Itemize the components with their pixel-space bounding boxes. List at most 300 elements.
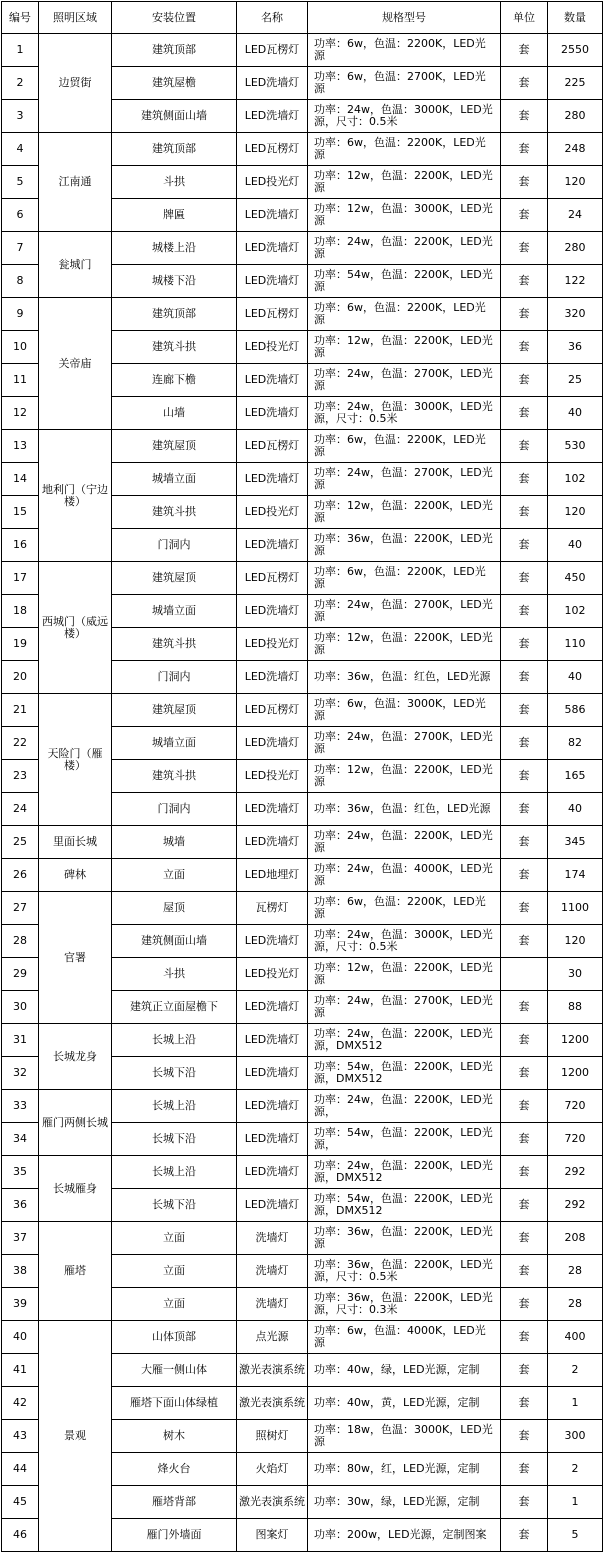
unit-cell: 套 bbox=[501, 727, 548, 760]
spec-cell: 功率：80w，红，LED光源，定制 bbox=[308, 1453, 501, 1486]
header-spec: 规格型号 bbox=[308, 2, 501, 34]
item-name: 火焰灯 bbox=[237, 1453, 308, 1486]
unit-cell: 套 bbox=[501, 1123, 548, 1156]
quantity-cell: 102 bbox=[548, 595, 603, 628]
row-number: 1 bbox=[2, 34, 39, 67]
row-number: 27 bbox=[2, 892, 39, 925]
row-number: 15 bbox=[2, 496, 39, 529]
spec-cell: 功率：6w，色温：2200K，LED光源 bbox=[308, 298, 501, 331]
area-cell: 雁塔 bbox=[39, 1222, 112, 1321]
item-name: LED投光灯 bbox=[237, 331, 308, 364]
unit-cell: 套 bbox=[501, 1420, 548, 1453]
install-location: 长城下沿 bbox=[112, 1189, 237, 1222]
install-location: 门洞内 bbox=[112, 793, 237, 826]
row-number: 41 bbox=[2, 1354, 39, 1387]
spec-cell: 功率：6w，色温：4000K，LED光源 bbox=[308, 1321, 501, 1354]
install-location: 长城上沿 bbox=[112, 1090, 237, 1123]
install-location: 建筑顶部 bbox=[112, 133, 237, 166]
table-row bbox=[2, 133, 603, 166]
table-row bbox=[2, 562, 603, 595]
spec-cell: 功率：12w，色温：3000K，LED光源 bbox=[308, 199, 501, 232]
spec-cell: 功率：24w，色温：2200K，LED光源，DMX512 bbox=[308, 1024, 501, 1057]
install-location: 山墙 bbox=[112, 397, 237, 430]
install-location: 山体顶部 bbox=[112, 1321, 237, 1354]
quantity-cell: 40 bbox=[548, 793, 603, 826]
unit-cell: 套 bbox=[501, 1321, 548, 1354]
spec-cell: 功率：6w，色温：2200K，LED光源 bbox=[308, 892, 501, 925]
spec-cell: 功率：12w，色温：2200K，LED光源 bbox=[308, 628, 501, 661]
unit-cell: 套 bbox=[501, 892, 548, 925]
unit-cell: 套 bbox=[501, 859, 548, 892]
table-row bbox=[2, 1090, 603, 1123]
table-header-row bbox=[2, 2, 603, 34]
unit-cell: 套 bbox=[501, 628, 548, 661]
area-cell: 西城门（威远楼） bbox=[39, 562, 112, 694]
spec-cell: 功率：24w，色温：2700K，LED光源 bbox=[308, 463, 501, 496]
row-number: 44 bbox=[2, 1453, 39, 1486]
item-name: LED洗墙灯 bbox=[237, 727, 308, 760]
row-number: 40 bbox=[2, 1321, 39, 1354]
table-row bbox=[2, 859, 603, 892]
area-cell: 天险门（雁楼） bbox=[39, 694, 112, 826]
spec-cell: 功率：36w，色温：红色，LED光源 bbox=[308, 661, 501, 694]
quantity-cell: 165 bbox=[548, 760, 603, 793]
row-number: 39 bbox=[2, 1288, 39, 1321]
row-number: 29 bbox=[2, 958, 39, 991]
spec-cell: 功率：200w，LED光源，定制图案 bbox=[308, 1519, 501, 1552]
spec-cell: 功率：24w，色温：3000K，LED光源，尺寸：0.5米 bbox=[308, 100, 501, 133]
spec-cell: 功率：54w，色温：2200K，LED光源， bbox=[308, 1123, 501, 1156]
install-location: 雁门外墙面 bbox=[112, 1519, 237, 1552]
row-number: 19 bbox=[2, 628, 39, 661]
row-number: 11 bbox=[2, 364, 39, 397]
row-number: 20 bbox=[2, 661, 39, 694]
item-name: LED洗墙灯 bbox=[237, 265, 308, 298]
quantity-cell: 120 bbox=[548, 166, 603, 199]
item-name: LED瓦楞灯 bbox=[237, 34, 308, 67]
header-item-name: 名称 bbox=[237, 2, 308, 34]
quantity-cell: 720 bbox=[548, 1090, 603, 1123]
install-location: 建筑侧面山墙 bbox=[112, 100, 237, 133]
spec-cell: 功率：24w，色温：2700K，LED光源 bbox=[308, 727, 501, 760]
row-number: 45 bbox=[2, 1486, 39, 1519]
row-number: 28 bbox=[2, 925, 39, 958]
install-location: 雁塔背部 bbox=[112, 1486, 237, 1519]
table-row bbox=[2, 694, 603, 727]
quantity-cell: 88 bbox=[548, 991, 603, 1024]
item-name: LED洗墙灯 bbox=[237, 199, 308, 232]
spec-cell: 功率：6w，色温：2200K，LED光源 bbox=[308, 133, 501, 166]
row-number: 17 bbox=[2, 562, 39, 595]
install-location: 门洞内 bbox=[112, 529, 237, 562]
area-cell: 景观 bbox=[39, 1321, 112, 1552]
install-location: 建筑正立面屋檐下 bbox=[112, 991, 237, 1024]
unit-cell: 套 bbox=[501, 793, 548, 826]
quantity-cell: 248 bbox=[548, 133, 603, 166]
item-name: LED洗墙灯 bbox=[237, 1024, 308, 1057]
spec-cell: 功率：24w，色温：2200K，LED光源 bbox=[308, 232, 501, 265]
spec-cell: 功率：6w，色温：3000K，LED光源 bbox=[308, 694, 501, 727]
row-number: 2 bbox=[2, 67, 39, 100]
unit-cell: 套 bbox=[501, 364, 548, 397]
area-cell: 里面长城 bbox=[39, 826, 112, 859]
item-name: LED地埋灯 bbox=[237, 859, 308, 892]
quantity-cell: 24 bbox=[548, 199, 603, 232]
install-location: 烽火台 bbox=[112, 1453, 237, 1486]
row-number: 4 bbox=[2, 133, 39, 166]
unit-cell: 套 bbox=[501, 265, 548, 298]
spec-cell: 功率：12w，色温：2200K，LED光源 bbox=[308, 166, 501, 199]
row-number: 5 bbox=[2, 166, 39, 199]
quantity-cell: 40 bbox=[548, 529, 603, 562]
spec-cell: 功率：54w，色温：2200K，LED光源 bbox=[308, 265, 501, 298]
table-row bbox=[2, 1222, 603, 1255]
row-number: 24 bbox=[2, 793, 39, 826]
header-quantity: 数量 bbox=[548, 2, 603, 34]
quantity-cell: 28 bbox=[548, 1255, 603, 1288]
spec-cell: 功率：24w，色温：2700K，LED光源 bbox=[308, 364, 501, 397]
item-name: LED投光灯 bbox=[237, 166, 308, 199]
item-name: 洗墙灯 bbox=[237, 1255, 308, 1288]
item-name: LED洗墙灯 bbox=[237, 397, 308, 430]
spec-cell: 功率：12w，色温：2200K，LED光源 bbox=[308, 760, 501, 793]
install-location: 建筑斗拱 bbox=[112, 496, 237, 529]
quantity-cell: 280 bbox=[548, 232, 603, 265]
item-name: LED洗墙灯 bbox=[237, 1057, 308, 1090]
unit-cell: 套 bbox=[501, 232, 548, 265]
spec-cell: 功率：24w，色温：2200K，LED光源 bbox=[308, 826, 501, 859]
spec-cell: 功率：6w，色温：2200K，LED光源 bbox=[308, 34, 501, 67]
quantity-cell: 400 bbox=[548, 1321, 603, 1354]
install-location: 建筑斗拱 bbox=[112, 628, 237, 661]
item-name: 激光表演系统 bbox=[237, 1486, 308, 1519]
item-name: LED瓦楞灯 bbox=[237, 694, 308, 727]
spec-cell: 功率：24w，色温：2700K，LED光源 bbox=[308, 595, 501, 628]
row-number: 38 bbox=[2, 1255, 39, 1288]
unit-cell: 套 bbox=[501, 694, 548, 727]
row-number: 3 bbox=[2, 100, 39, 133]
spec-cell: 功率：12w，色温：2200K，LED光源 bbox=[308, 331, 501, 364]
install-location: 立面 bbox=[112, 1255, 237, 1288]
item-name: LED洗墙灯 bbox=[237, 991, 308, 1024]
install-location: 建筑屋顶 bbox=[112, 694, 237, 727]
row-number: 8 bbox=[2, 265, 39, 298]
item-name: LED洗墙灯 bbox=[237, 232, 308, 265]
spec-cell: 功率：6w，色温：2700K，LED光源 bbox=[308, 67, 501, 100]
unit-cell: 套 bbox=[501, 298, 548, 331]
area-cell: 长城龙身 bbox=[39, 1024, 112, 1090]
unit-cell bbox=[501, 958, 548, 991]
item-name: 点光源 bbox=[237, 1321, 308, 1354]
item-name: LED投光灯 bbox=[237, 628, 308, 661]
spec-cell: 功率：6w，色温：2200K，LED光源 bbox=[308, 430, 501, 463]
unit-cell: 套 bbox=[501, 331, 548, 364]
unit-cell: 套 bbox=[501, 760, 548, 793]
install-location: 立面 bbox=[112, 1222, 237, 1255]
unit-cell: 套 bbox=[501, 1222, 548, 1255]
install-location: 立面 bbox=[112, 1288, 237, 1321]
table-row bbox=[2, 826, 603, 859]
spec-cell: 功率：30w，绿，LED光源，定制 bbox=[308, 1486, 501, 1519]
row-number: 43 bbox=[2, 1420, 39, 1453]
unit-cell: 套 bbox=[501, 199, 548, 232]
item-name: LED洗墙灯 bbox=[237, 925, 308, 958]
unit-cell: 套 bbox=[501, 529, 548, 562]
row-number: 30 bbox=[2, 991, 39, 1024]
install-location: 建筑顶部 bbox=[112, 298, 237, 331]
quantity-cell: 25 bbox=[548, 364, 603, 397]
row-number: 36 bbox=[2, 1189, 39, 1222]
install-location: 斗拱 bbox=[112, 166, 237, 199]
quantity-cell: 30 bbox=[548, 958, 603, 991]
quantity-cell: 292 bbox=[548, 1189, 603, 1222]
row-number: 33 bbox=[2, 1090, 39, 1123]
unit-cell: 套 bbox=[501, 463, 548, 496]
unit-cell: 套 bbox=[501, 1387, 548, 1420]
spec-cell: 功率：40w，绿，LED光源，定制 bbox=[308, 1354, 501, 1387]
row-number: 25 bbox=[2, 826, 39, 859]
item-name: LED洗墙灯 bbox=[237, 661, 308, 694]
item-name: LED洗墙灯 bbox=[237, 100, 308, 133]
unit-cell: 套 bbox=[501, 1156, 548, 1189]
table-row bbox=[2, 1156, 603, 1189]
spec-cell: 功率：18w，色温：3000K，LED光源 bbox=[308, 1420, 501, 1453]
quantity-cell: 720 bbox=[548, 1123, 603, 1156]
quantity-cell: 280 bbox=[548, 100, 603, 133]
row-number: 13 bbox=[2, 430, 39, 463]
unit-cell: 套 bbox=[501, 991, 548, 1024]
install-location: 城墙 bbox=[112, 826, 237, 859]
item-name: 洗墙灯 bbox=[237, 1222, 308, 1255]
item-name: LED投光灯 bbox=[237, 958, 308, 991]
item-name: LED瓦楞灯 bbox=[237, 562, 308, 595]
spec-cell: 功率：40w，黄，LED光源，定制 bbox=[308, 1387, 501, 1420]
install-location: 建筑侧面山墙 bbox=[112, 925, 237, 958]
table-row bbox=[2, 34, 603, 67]
spec-cell: 功率：54w，色温：2200K，LED光源，DMX512 bbox=[308, 1057, 501, 1090]
install-location: 长城下沿 bbox=[112, 1057, 237, 1090]
unit-cell: 套 bbox=[501, 1453, 548, 1486]
install-location: 城墙立面 bbox=[112, 595, 237, 628]
item-name: LED洗墙灯 bbox=[237, 67, 308, 100]
install-location: 建筑斗拱 bbox=[112, 331, 237, 364]
row-number: 31 bbox=[2, 1024, 39, 1057]
install-location: 树木 bbox=[112, 1420, 237, 1453]
row-number: 7 bbox=[2, 232, 39, 265]
install-location: 建筑屋檐 bbox=[112, 67, 237, 100]
install-location: 长城下沿 bbox=[112, 1123, 237, 1156]
spec-cell: 功率：24w，色温：3000K，LED光源，尺寸：0.5米 bbox=[308, 397, 501, 430]
area-cell: 雁门两侧长城 bbox=[39, 1090, 112, 1156]
quantity-cell: 1100 bbox=[548, 892, 603, 925]
row-number: 23 bbox=[2, 760, 39, 793]
item-name: LED洗墙灯 bbox=[237, 463, 308, 496]
quantity-cell: 1200 bbox=[548, 1057, 603, 1090]
spec-cell: 功率：6w，色温：2200K，LED光源 bbox=[308, 562, 501, 595]
spec-cell: 功率：36w，色温：2200K，LED光源 bbox=[308, 1222, 501, 1255]
unit-cell: 套 bbox=[501, 133, 548, 166]
install-location: 长城上沿 bbox=[112, 1024, 237, 1057]
table-body bbox=[2, 34, 603, 1552]
item-name: 瓦楞灯 bbox=[237, 892, 308, 925]
lighting-equipment-table bbox=[1, 1, 603, 1552]
row-number: 18 bbox=[2, 595, 39, 628]
install-location: 屋顶 bbox=[112, 892, 237, 925]
item-name: 激光表演系统 bbox=[237, 1387, 308, 1420]
item-name: LED投光灯 bbox=[237, 760, 308, 793]
item-name: LED瓦楞灯 bbox=[237, 133, 308, 166]
table-row bbox=[2, 1321, 603, 1354]
area-cell: 碑林 bbox=[39, 859, 112, 892]
item-name: LED洗墙灯 bbox=[237, 1189, 308, 1222]
spec-cell: 功率：36w，色温：红色，LED光源 bbox=[308, 793, 501, 826]
install-location: 建筑屋顶 bbox=[112, 430, 237, 463]
item-name: LED洗墙灯 bbox=[237, 1156, 308, 1189]
unit-cell: 套 bbox=[501, 1189, 548, 1222]
row-number: 35 bbox=[2, 1156, 39, 1189]
quantity-cell: 345 bbox=[548, 826, 603, 859]
unit-cell: 套 bbox=[501, 1519, 548, 1552]
area-cell: 边贸街 bbox=[39, 34, 112, 133]
quantity-cell: 174 bbox=[548, 859, 603, 892]
spec-cell: 功率：12w，色温：2200K，LED光源 bbox=[308, 496, 501, 529]
quantity-cell: 40 bbox=[548, 397, 603, 430]
item-name: LED洗墙灯 bbox=[237, 595, 308, 628]
unit-cell: 套 bbox=[501, 925, 548, 958]
header-number: 编号 bbox=[2, 2, 39, 34]
row-number: 14 bbox=[2, 463, 39, 496]
row-number: 22 bbox=[2, 727, 39, 760]
quantity-cell: 320 bbox=[548, 298, 603, 331]
area-cell: 关帝庙 bbox=[39, 298, 112, 430]
unit-cell: 套 bbox=[501, 430, 548, 463]
quantity-cell: 586 bbox=[548, 694, 603, 727]
install-location: 建筑屋顶 bbox=[112, 562, 237, 595]
header-location: 安装位置 bbox=[112, 2, 237, 34]
quantity-cell: 208 bbox=[548, 1222, 603, 1255]
row-number: 9 bbox=[2, 298, 39, 331]
area-cell: 瓮城门 bbox=[39, 232, 112, 298]
header-area: 照明区域 bbox=[39, 2, 112, 34]
quantity-cell: 300 bbox=[548, 1420, 603, 1453]
install-location: 连廊下檐 bbox=[112, 364, 237, 397]
area-cell: 地利门（宁边楼） bbox=[39, 430, 112, 562]
quantity-cell: 2 bbox=[548, 1453, 603, 1486]
spec-cell: 功率：36w，色温：2200K，LED光源 bbox=[308, 529, 501, 562]
unit-cell: 套 bbox=[501, 661, 548, 694]
item-name: 洗墙灯 bbox=[237, 1288, 308, 1321]
item-name: LED洗墙灯 bbox=[237, 1123, 308, 1156]
install-location: 长城上沿 bbox=[112, 1156, 237, 1189]
table-row bbox=[2, 232, 603, 265]
unit-cell: 套 bbox=[501, 1024, 548, 1057]
spec-cell: 功率：12w，色温：2200K，LED光源 bbox=[308, 958, 501, 991]
area-cell: 官署 bbox=[39, 892, 112, 1024]
item-name: 图案灯 bbox=[237, 1519, 308, 1552]
area-cell: 江南通 bbox=[39, 133, 112, 232]
row-number: 10 bbox=[2, 331, 39, 364]
quantity-cell: 5 bbox=[548, 1519, 603, 1552]
quantity-cell: 225 bbox=[548, 67, 603, 100]
quantity-cell: 120 bbox=[548, 925, 603, 958]
row-number: 37 bbox=[2, 1222, 39, 1255]
unit-cell: 套 bbox=[501, 34, 548, 67]
item-name: 激光表演系统 bbox=[237, 1354, 308, 1387]
quantity-cell: 40 bbox=[548, 661, 603, 694]
item-name: LED洗墙灯 bbox=[237, 826, 308, 859]
install-location: 斗拱 bbox=[112, 958, 237, 991]
row-number: 46 bbox=[2, 1519, 39, 1552]
row-number: 32 bbox=[2, 1057, 39, 1090]
spec-cell: 功率：54w，色温：2200K，LED光源，DMX512 bbox=[308, 1189, 501, 1222]
spec-cell: 功率：36w，色温：2200K，LED光源，尺寸：0.3米 bbox=[308, 1288, 501, 1321]
quantity-cell: 122 bbox=[548, 265, 603, 298]
item-name: 照树灯 bbox=[237, 1420, 308, 1453]
spec-cell: 功率：24w，色温：2700K，LED光源 bbox=[308, 991, 501, 1024]
install-location: 雁塔下面山体绿植 bbox=[112, 1387, 237, 1420]
unit-cell: 套 bbox=[501, 1090, 548, 1123]
row-number: 26 bbox=[2, 859, 39, 892]
install-location: 大雁一侧山体 bbox=[112, 1354, 237, 1387]
item-name: LED投光灯 bbox=[237, 496, 308, 529]
unit-cell: 套 bbox=[501, 595, 548, 628]
row-number: 34 bbox=[2, 1123, 39, 1156]
unit-cell: 套 bbox=[501, 67, 548, 100]
item-name: LED瓦楞灯 bbox=[237, 430, 308, 463]
table-row bbox=[2, 298, 603, 331]
quantity-cell: 530 bbox=[548, 430, 603, 463]
row-number: 42 bbox=[2, 1387, 39, 1420]
install-location: 门洞内 bbox=[112, 661, 237, 694]
quantity-cell: 292 bbox=[548, 1156, 603, 1189]
quantity-cell: 1 bbox=[548, 1387, 603, 1420]
quantity-cell: 120 bbox=[548, 496, 603, 529]
unit-cell: 套 bbox=[501, 100, 548, 133]
quantity-cell: 110 bbox=[548, 628, 603, 661]
spec-cell: 功率：24w，色温：2200K，LED光源， bbox=[308, 1090, 501, 1123]
unit-cell: 套 bbox=[501, 1057, 548, 1090]
item-name: LED洗墙灯 bbox=[237, 529, 308, 562]
spec-cell: 功率：36w，色温：2200K，LED光源，尺寸：0.5米 bbox=[308, 1255, 501, 1288]
row-number: 16 bbox=[2, 529, 39, 562]
install-location: 城墙立面 bbox=[112, 463, 237, 496]
install-location: 城墙立面 bbox=[112, 727, 237, 760]
row-number: 6 bbox=[2, 199, 39, 232]
unit-cell: 套 bbox=[501, 826, 548, 859]
quantity-cell: 102 bbox=[548, 463, 603, 496]
unit-cell: 套 bbox=[501, 1288, 548, 1321]
header-unit: 单位 bbox=[501, 2, 548, 34]
unit-cell: 套 bbox=[501, 1354, 548, 1387]
unit-cell: 套 bbox=[501, 496, 548, 529]
spec-cell: 功率：24w，色温：2200K，LED光源，DMX512 bbox=[308, 1156, 501, 1189]
unit-cell: 套 bbox=[501, 1486, 548, 1519]
item-name: LED洗墙灯 bbox=[237, 1090, 308, 1123]
install-location: 牌匾 bbox=[112, 199, 237, 232]
quantity-cell: 450 bbox=[548, 562, 603, 595]
install-location: 城楼下沿 bbox=[112, 265, 237, 298]
unit-cell: 套 bbox=[501, 562, 548, 595]
table-row bbox=[2, 430, 603, 463]
unit-cell: 套 bbox=[501, 397, 548, 430]
quantity-cell: 2550 bbox=[548, 34, 603, 67]
item-name: LED洗墙灯 bbox=[237, 793, 308, 826]
install-location: 建筑顶部 bbox=[112, 34, 237, 67]
unit-cell: 套 bbox=[501, 1255, 548, 1288]
quantity-cell: 1 bbox=[548, 1486, 603, 1519]
row-number: 21 bbox=[2, 694, 39, 727]
area-cell: 长城雁身 bbox=[39, 1156, 112, 1222]
